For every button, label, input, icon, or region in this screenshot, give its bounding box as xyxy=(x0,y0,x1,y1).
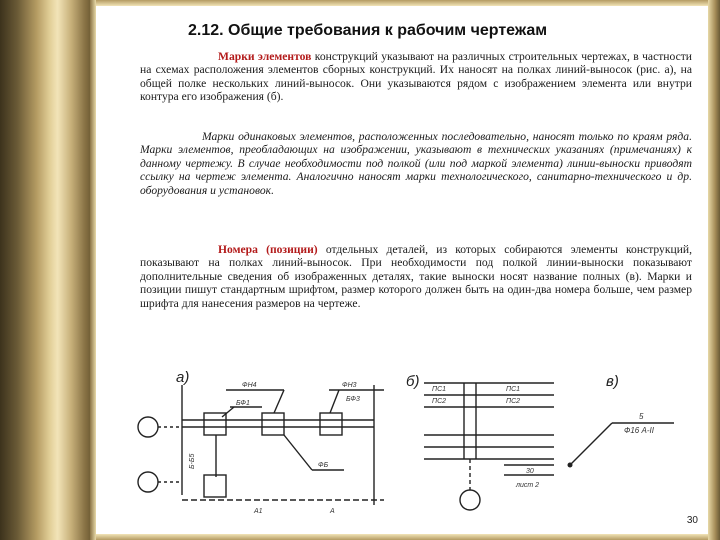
page-number: 30 xyxy=(686,515,698,526)
grid-axis-circle xyxy=(138,472,158,492)
mark-label: БФ3 xyxy=(346,396,360,403)
decorative-frame-left xyxy=(0,0,96,540)
decorative-frame-top xyxy=(96,0,708,6)
highlight-position-numbers: Номера (позиции) xyxy=(218,243,318,256)
figure-label-a: а) xyxy=(176,369,190,386)
mark-label: ПС1 xyxy=(432,386,447,393)
mark-label: 5 xyxy=(639,412,644,421)
mark-label: Б-Б5 xyxy=(189,453,196,469)
column-element xyxy=(262,413,284,435)
mark-label: ПС2 xyxy=(506,398,521,405)
mark-label: ПС2 xyxy=(432,398,447,405)
drawing-figure xyxy=(134,365,694,530)
mark-label: ФБ xyxy=(318,462,329,469)
figure-label-v: в) xyxy=(606,373,619,390)
grid-axis-circle xyxy=(138,417,158,437)
mark-label: ФН4 xyxy=(242,382,257,389)
paragraph-position-numbers xyxy=(140,243,692,310)
paragraph-element-marks xyxy=(140,50,692,104)
mark-label: А xyxy=(330,508,335,515)
figure-label-b: б) xyxy=(406,373,420,390)
mark-label: ПС1 xyxy=(506,386,521,393)
scheme-v xyxy=(570,423,674,465)
scheme-a xyxy=(138,385,384,505)
slide-title: 2.12. Общие требования к рабочим чертежам xyxy=(188,22,548,39)
scheme-b-marks xyxy=(432,386,539,489)
mark-label: лист 2 xyxy=(516,482,540,489)
mark-label: А1 xyxy=(254,508,263,515)
paragraph-identical-elements-text: Марки одинаковых элементов, расположенных последовательно, наносят только по краям ряда. Марки элементов, преобладающих на изображении, указывают в технических указаниях (примечаниях) к данному чертежу. В случае необходимости под полкой (или под маркой элемента) линии-выноски приводят ссылку на чертеж элемента. Аналогично наносят марки технологического, санитарно-технического и др. оборудования и установок. xyxy=(140,130,692,197)
mark-label: БФ1 xyxy=(236,400,250,407)
highlight-element-marks: Марки элементов xyxy=(218,50,312,63)
column-element xyxy=(204,475,226,497)
paragraph-identical-elements xyxy=(140,130,692,197)
leader-dot xyxy=(568,463,573,468)
decorative-frame-right xyxy=(708,0,720,540)
paragraph-element-marks-text: конструкций указывают на различных строительных чертежах, в частности на схемах расположения элементов сборных конструкций. Их наносят на полках линий-выносок (рис. а), на общей полке нескольких линий-выносок. Они указываются рядом с изображением элемента или внутри контура его изображения (б). xyxy=(140,50,692,104)
mark-label: ФН3 xyxy=(342,382,357,389)
grid-axis-circle xyxy=(460,490,480,510)
decorative-frame-bottom xyxy=(96,534,708,540)
column-element xyxy=(320,413,342,435)
paragraph-position-numbers-text: отдельных деталей, из которых собираются элементы конструкций, показывают на полках линий-выносок. При необходимости под полкой линии-выноски показывают дополнительные сведения об изображенных деталях, такие выноски носят название полных (в). Марки и позиции пишут стандартным шрифтом, размер которого должен быть на один-два номера больше, чем размер шрифта для нанесения размеров на чертеже. xyxy=(140,243,692,310)
mark-label: Ф16 А-II xyxy=(624,426,654,435)
mark-label: 30 xyxy=(526,468,534,475)
